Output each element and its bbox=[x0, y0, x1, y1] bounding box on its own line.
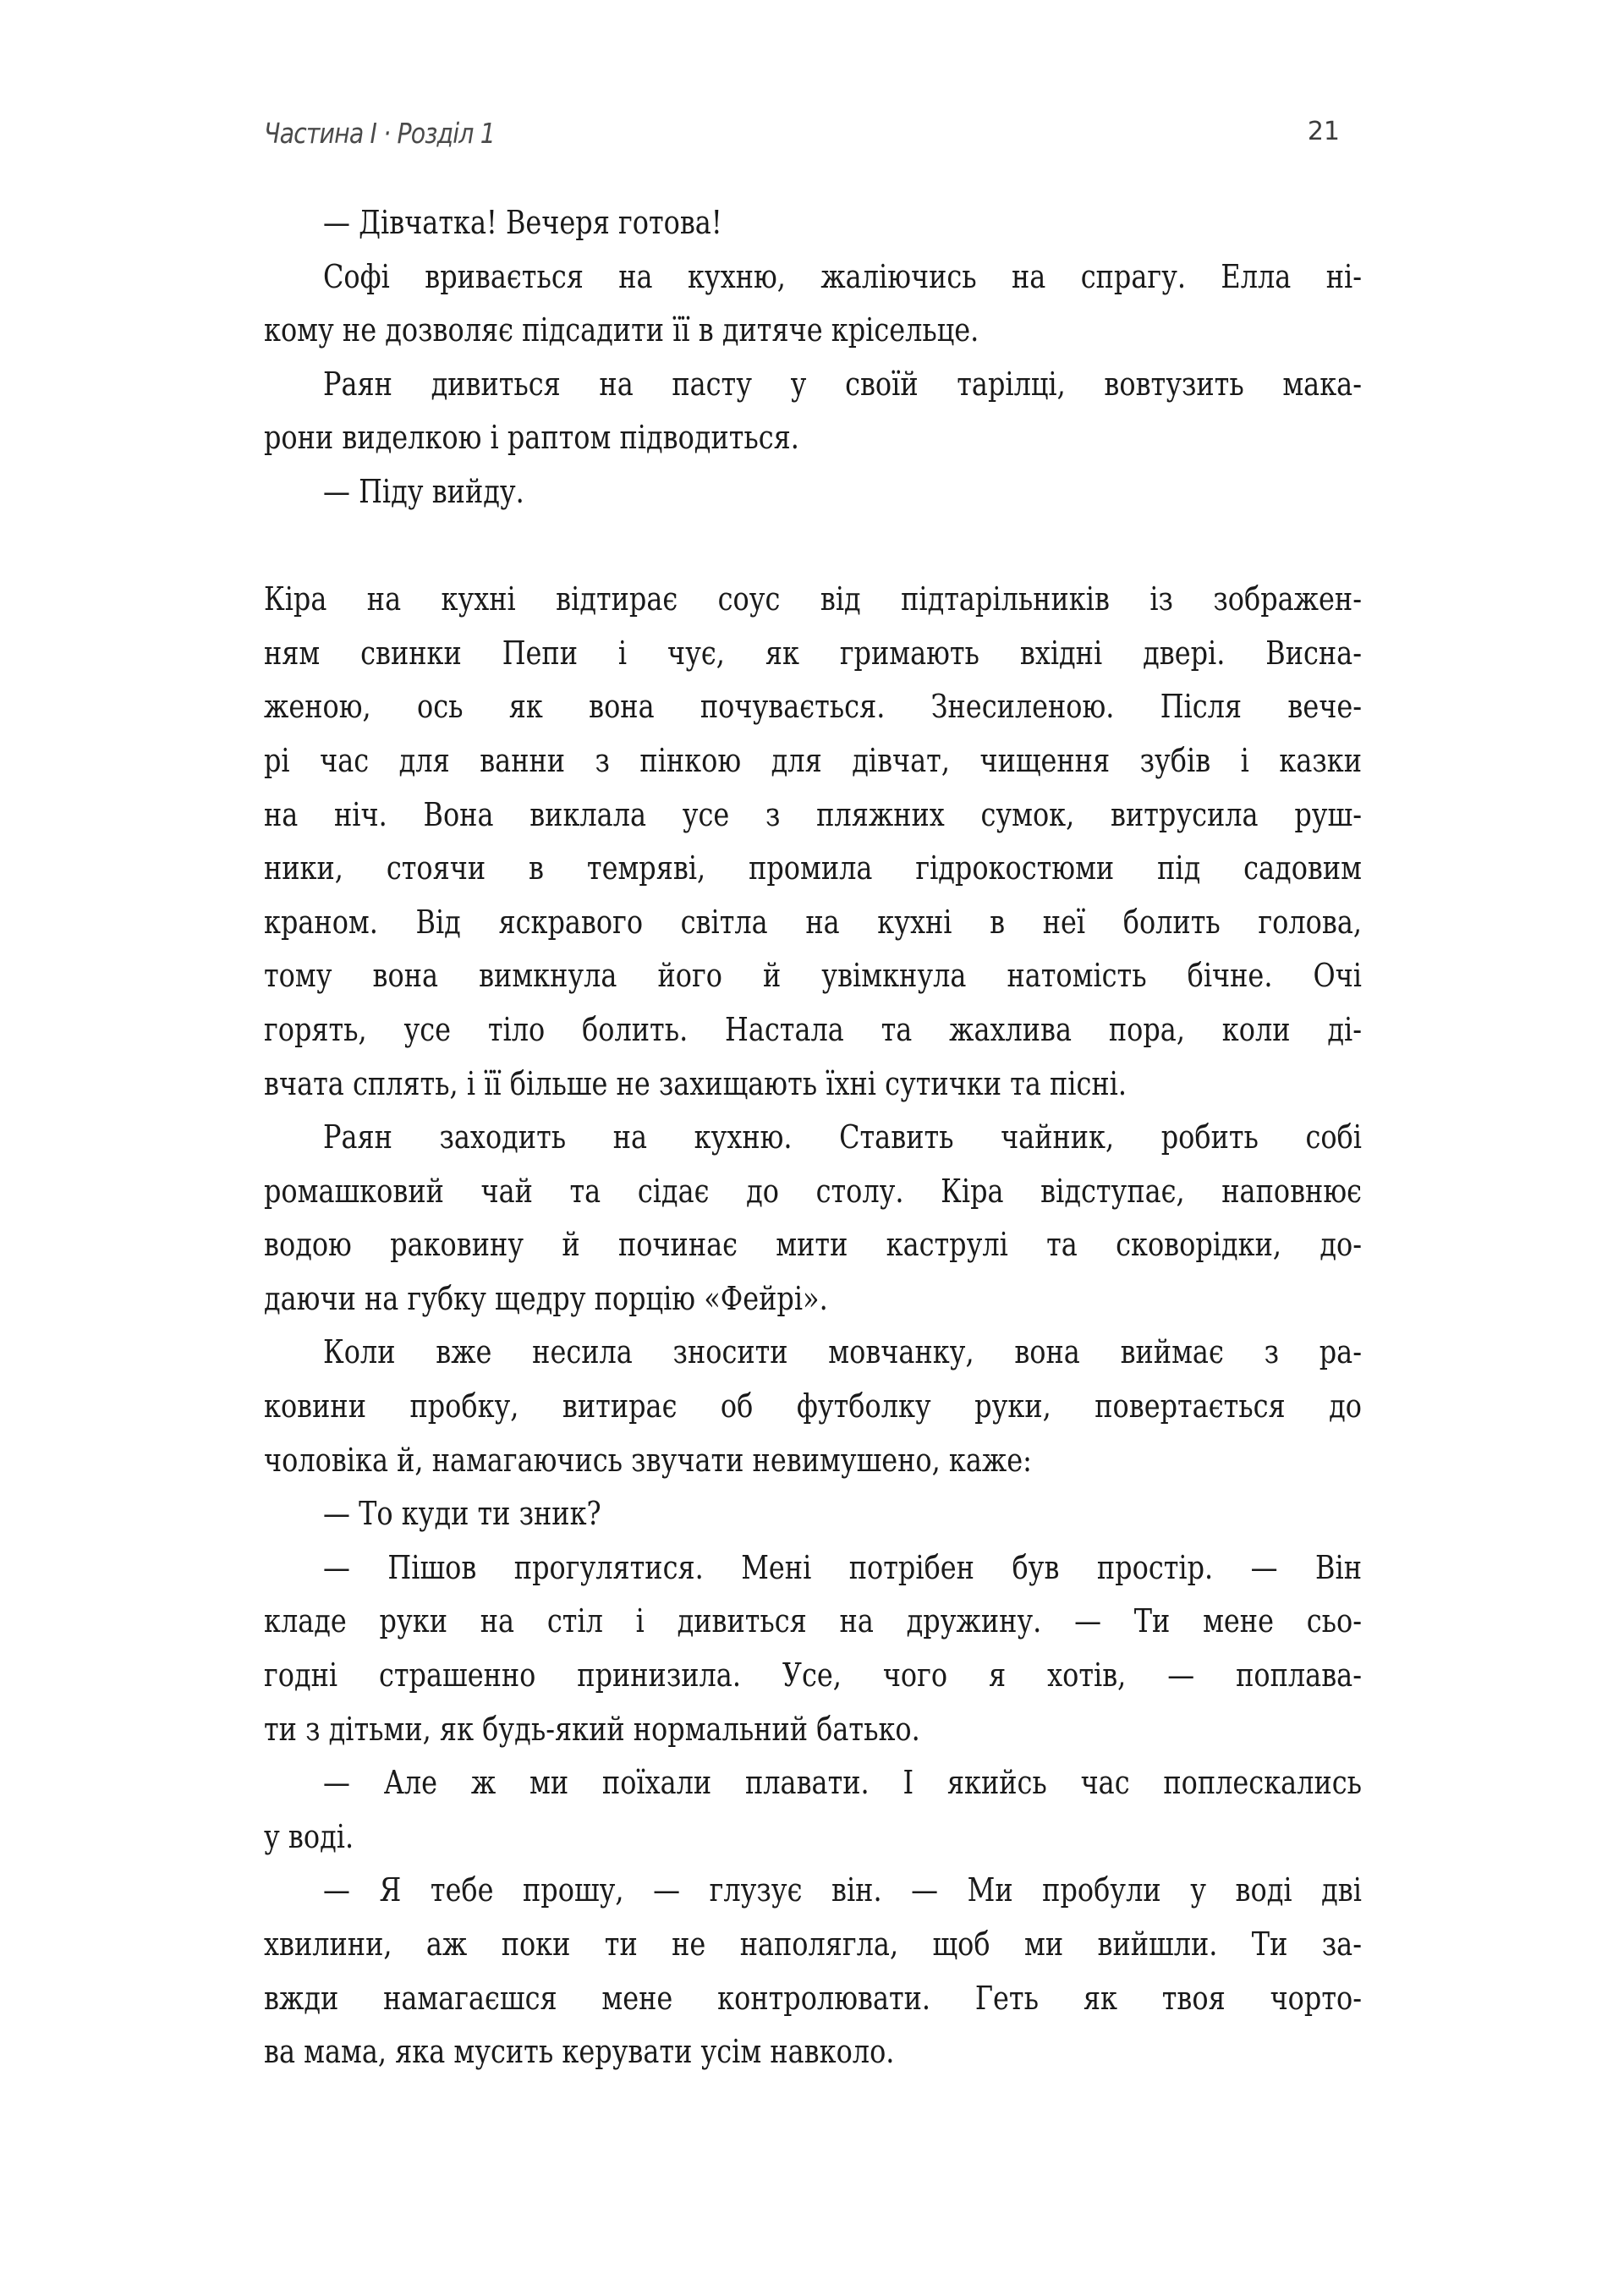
text-line: — Але ж ми поїхали плавати. І якийсь час поплескались bbox=[323, 1764, 1362, 1802]
text-line: рі час для ванни з пінкою для дівчат, чищення зубів і казки bbox=[264, 741, 1362, 779]
dialogue-paragraph bbox=[264, 196, 1362, 250]
text-line: — Я тебе прошу, — глузує він. — Ми пробули у воді дві bbox=[323, 1871, 1362, 1909]
running-head bbox=[264, 117, 1355, 159]
text-line: женою, ось як вона почувається. Знесиленою. Після вече- bbox=[264, 688, 1362, 726]
text-line: ковини пробку, витирає об футболку руки, повертається до bbox=[264, 1387, 1362, 1425]
text-line: ва мама, яка мусить керувати усім навколо. bbox=[264, 2033, 895, 2071]
text-line: хвилини, аж поки ти не наполягла, щоб ми вийшли. Ти за- bbox=[264, 1925, 1362, 1963]
text-line: Кіра на кухні відтирає соус від підтарільників із зображен- bbox=[264, 580, 1362, 618]
text-line: ти з дітьми, як будь-який нормальний батько. bbox=[264, 1710, 920, 1748]
paragraph bbox=[264, 358, 1362, 465]
text-line: кому не дозволяє підсадити її в дитяче крісельце. bbox=[264, 311, 979, 349]
paragraph bbox=[264, 1111, 1362, 1326]
text-line: Коли вже несила зносити мовчанку, вона виймає з ра- bbox=[323, 1333, 1362, 1371]
text-line: годні страшенно принизила. Усе, чого я хотів, — поплава- bbox=[264, 1656, 1362, 1695]
text-line: Раян дивиться на пасту у своїй тарілці, вовтузить мака- bbox=[323, 365, 1362, 403]
text-line: у воді. bbox=[264, 1817, 354, 1855]
text-line: — То куди ти зник? bbox=[323, 1495, 601, 1533]
text-line: ням свинки Пепи і чує, як гримають вхідні двері. Висна- bbox=[264, 634, 1362, 672]
dialogue-paragraph bbox=[264, 1487, 1362, 1541]
text-line: водою раковину й починає мити каструлі та сковорідки, до- bbox=[264, 1226, 1362, 1264]
paragraph bbox=[264, 573, 1362, 1111]
text-line: краном. Від яскравого світла на кухні в неї болить голова, bbox=[264, 903, 1362, 941]
text-line: ромашковий чай та сідає до столу. Кіра відступає, наповнює bbox=[264, 1172, 1362, 1210]
text-line: даючи на губку щедру порцію «Фейрі». bbox=[264, 1279, 828, 1317]
text-line: вчата сплять, і її більше не захищають їхні сутички та пісні. bbox=[264, 1064, 1127, 1102]
text-line: ники, стоячи в темряві, промила гідрокостюми під садовим bbox=[264, 849, 1362, 887]
dialogue-paragraph bbox=[264, 1756, 1362, 1864]
text-line: на ніч. Вона виклала усе з пляжних сумок, витрусила руш- bbox=[264, 795, 1362, 833]
section-break bbox=[264, 519, 1362, 574]
book-page bbox=[264, 0, 1362, 2296]
text-line: кладе руки на стіл і дивиться на дружину. — Ти мене сьо- bbox=[264, 1602, 1362, 1640]
text-line: рони виделкою і раптом підводиться. bbox=[264, 419, 799, 457]
paragraph bbox=[264, 250, 1362, 358]
text-line: — Пішов прогулятися. Мені потрібен був простір. — Він bbox=[323, 1548, 1362, 1586]
text-line: — Дівчатка! Вечеря готова! bbox=[323, 204, 722, 241]
dialogue-paragraph bbox=[264, 465, 1362, 519]
text-line: Софі вривається на кухню, жаліючись на спрагу. Елла ні- bbox=[323, 257, 1362, 295]
text-line: горять, усе тіло болить. Настала та жахлива пора, коли ді- bbox=[264, 1010, 1362, 1048]
text-line: Раян заходить на кухню. Ставить чайник, робить собі bbox=[323, 1118, 1362, 1156]
page-number: 21 bbox=[1307, 117, 1340, 146]
paragraph bbox=[264, 1326, 1362, 1487]
dialogue-paragraph bbox=[264, 1864, 1362, 2079]
running-head-section: Частина І · Розділ 1 bbox=[264, 117, 495, 150]
body-text bbox=[264, 196, 1362, 2079]
text-line: вжди намагаєшся мене контролювати. Геть як твоя чорто- bbox=[264, 1979, 1362, 2017]
text-line: чоловіка й, намагаючись звучати невимушено, каже: bbox=[264, 1441, 1032, 1479]
dialogue-paragraph bbox=[264, 1541, 1362, 1756]
text-line: тому вона вимкнула його й увімкнула натомість бічне. Очі bbox=[264, 957, 1362, 995]
text-line: — Піду вийду. bbox=[323, 472, 524, 510]
